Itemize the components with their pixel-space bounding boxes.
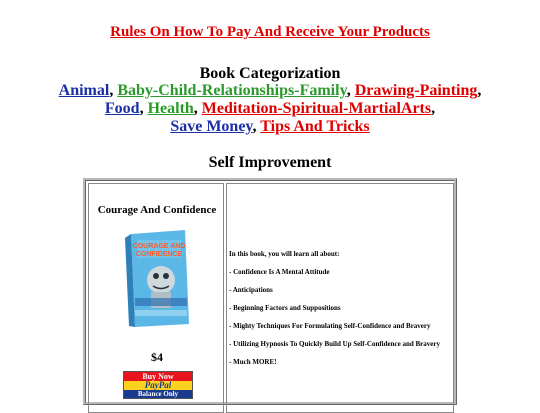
- category-link-health[interactable]: Health: [147, 100, 194, 117]
- product-image-cell: [88, 183, 224, 413]
- description-item: - Beginning Factors and Suppositions: [229, 304, 341, 312]
- category-link-meditation[interactable]: Meditation-Spiritual-MartialArts: [201, 100, 432, 117]
- separator: ,: [346, 82, 351, 99]
- paypal-logo: PayPal: [124, 381, 192, 390]
- category-link-save-money[interactable]: Save Money: [170, 118, 253, 135]
- separator: ,: [139, 100, 144, 117]
- description-item: - Much MORE!: [229, 358, 277, 366]
- separator: ,: [109, 82, 114, 99]
- category-link-drawing-painting[interactable]: Drawing-Painting: [354, 82, 478, 99]
- book-cover-image[interactable]: [123, 228, 193, 328]
- description-item: - Utilizing Hypnosis To Quickly Build Up Self-Confidence and Bravery: [229, 340, 441, 348]
- description-item: - Anticipations: [229, 286, 273, 294]
- separator: ,: [431, 100, 436, 117]
- separator: ,: [193, 100, 198, 117]
- separator: ,: [477, 82, 482, 99]
- category-links: [0, 82, 540, 136]
- category-link-baby-child[interactable]: Baby-Child-Relationships-Family: [117, 82, 347, 99]
- categorization-heading: Book Categorization: [199, 65, 341, 82]
- category-link-animal[interactable]: Animal: [58, 82, 110, 99]
- payment-rules-link[interactable]: Rules On How To Pay And Receive Your Products: [110, 24, 430, 40]
- description-item: - Mighty Techniques For Formulating Self-Confidence and Bravery: [229, 322, 431, 330]
- category-link-food[interactable]: Food: [104, 100, 140, 117]
- product-price: $4: [151, 350, 163, 364]
- product-description: [229, 250, 455, 376]
- description-intro: In this book, you will learn all about:: [229, 250, 340, 258]
- paypal-buy-now-button[interactable]: [123, 371, 193, 399]
- category-link-tips-tricks[interactable]: Tips And Tricks: [260, 118, 370, 135]
- product-title: Courage And Confidence: [97, 204, 217, 216]
- section-title: Self Improvement: [208, 154, 332, 171]
- product-description-cell: [226, 183, 454, 413]
- separator: ,: [252, 118, 257, 135]
- balance-only-label: Balance Only: [124, 390, 192, 398]
- svg-text:CONFIDENCE: CONFIDENCE: [135, 251, 183, 258]
- svg-text:COURAGE AND: COURAGE AND: [132, 243, 186, 250]
- product-table: [83, 178, 457, 405]
- description-item: - Confidence Is A Mental Attitude: [229, 268, 330, 276]
- buy-now-label: Buy Now: [124, 372, 192, 381]
